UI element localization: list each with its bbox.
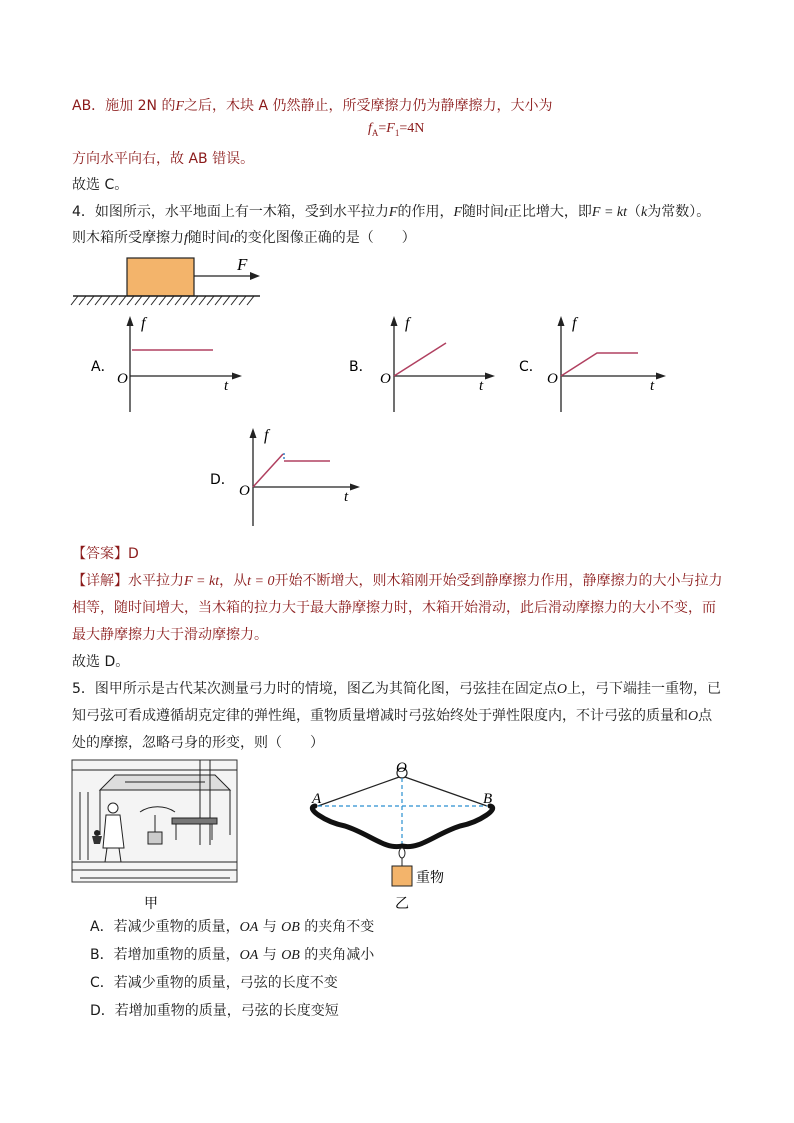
q4-choice: 故选 D。 [72, 654, 130, 670]
hook [399, 848, 405, 858]
q5-stem-line1: 5．图甲所示是古代某次测量弓力时的情境，图乙为其简化图，弓弦挂在固定点O上，弓下端挂一重物，已 [72, 681, 722, 697]
t-label: t [344, 489, 349, 505]
label-b: B [483, 791, 493, 807]
t-label: t [224, 378, 229, 394]
q4-detail-line3: 最大静摩擦力大于滑动摩擦力。 [72, 627, 268, 643]
bow-body [312, 806, 492, 847]
weight-block [392, 866, 412, 886]
string-ob [402, 776, 487, 806]
f-label: f [572, 315, 577, 332]
q5-stem-line3: 处的摩擦，忽略弓身的形变，则（ ） [72, 735, 324, 751]
option-label: B． [349, 359, 373, 375]
q4-stem-line1: 4．如图所示，水平地面上有一木箱，受到水平拉力F的作用，F随时间t正比增大，即F = kt（k为常数）。 [72, 204, 711, 220]
figure-yi-caption: 乙 [395, 896, 409, 912]
string-oa [318, 776, 402, 806]
label-a: A [312, 791, 322, 807]
q4-detail-line1: 【详解】水平拉力F = kt，从t = 0开始不断增大，则木箱刚开始受到静摩擦力作用，静摩擦力的大小与拉力 [72, 573, 723, 589]
q5-option-c[interactable]: C．若减少重物的质量，弓弦的长度不变 [90, 975, 338, 991]
origin-label: O [380, 371, 391, 387]
prev-answer-choice: 故选 C。 [72, 177, 129, 193]
option-label: C． [519, 359, 543, 375]
q4-detail-line2: 相等，随时间增大，当木箱的拉力大于最大静摩擦力时，木箱开始滑动，此后滑动摩擦力的大小不变，而 [72, 600, 716, 616]
f-label: f [405, 315, 410, 332]
q5-stem-line2: 知弓弦可看成遵循胡克定律的弹性绳，重物质量增减时弓弦始终处于弹性限度内，不计弓弦的质量和O点 [72, 708, 713, 724]
option-label: A． [91, 359, 115, 375]
force-label: F [237, 255, 248, 274]
t-label: t [479, 378, 484, 394]
f-label: f [141, 315, 146, 332]
q4-stem-line2: 则木箱所受摩擦力f随时间t的变化图像正确的是（ ） [72, 230, 416, 246]
prev-answer-line1: AB．施加 2N 的F之后，木块 A 仍然静止，所受摩擦力仍为静摩擦力，大小为 [72, 98, 553, 114]
label-o: O [396, 760, 407, 776]
q5-option-b[interactable]: B．若增加重物的质量，OA 与 OB 的夹角减小 [90, 947, 375, 963]
q5-option-a[interactable]: A．若减少重物的质量，OA 与 OB 的夹角不变 [90, 919, 375, 935]
origin-label: O [547, 371, 558, 387]
origin-label: O [117, 371, 128, 387]
option-label: D． [210, 472, 235, 488]
origin-label: O [239, 483, 250, 499]
q4-answer: 【答案】D [72, 546, 139, 562]
q5-option-d[interactable]: D．若增加重物的质量，弓弦的长度变短 [90, 1003, 339, 1019]
prev-answer-line3: 方向水平向右，故 AB 错误。 [72, 151, 255, 167]
prev-answer-formula: $f_A=F_1=4N$ [368, 121, 425, 138]
t-label: t [650, 378, 655, 394]
label-weight: 重物 [416, 870, 444, 886]
f-label: f [264, 427, 269, 444]
figure-jia-caption: 甲 [144, 896, 158, 912]
